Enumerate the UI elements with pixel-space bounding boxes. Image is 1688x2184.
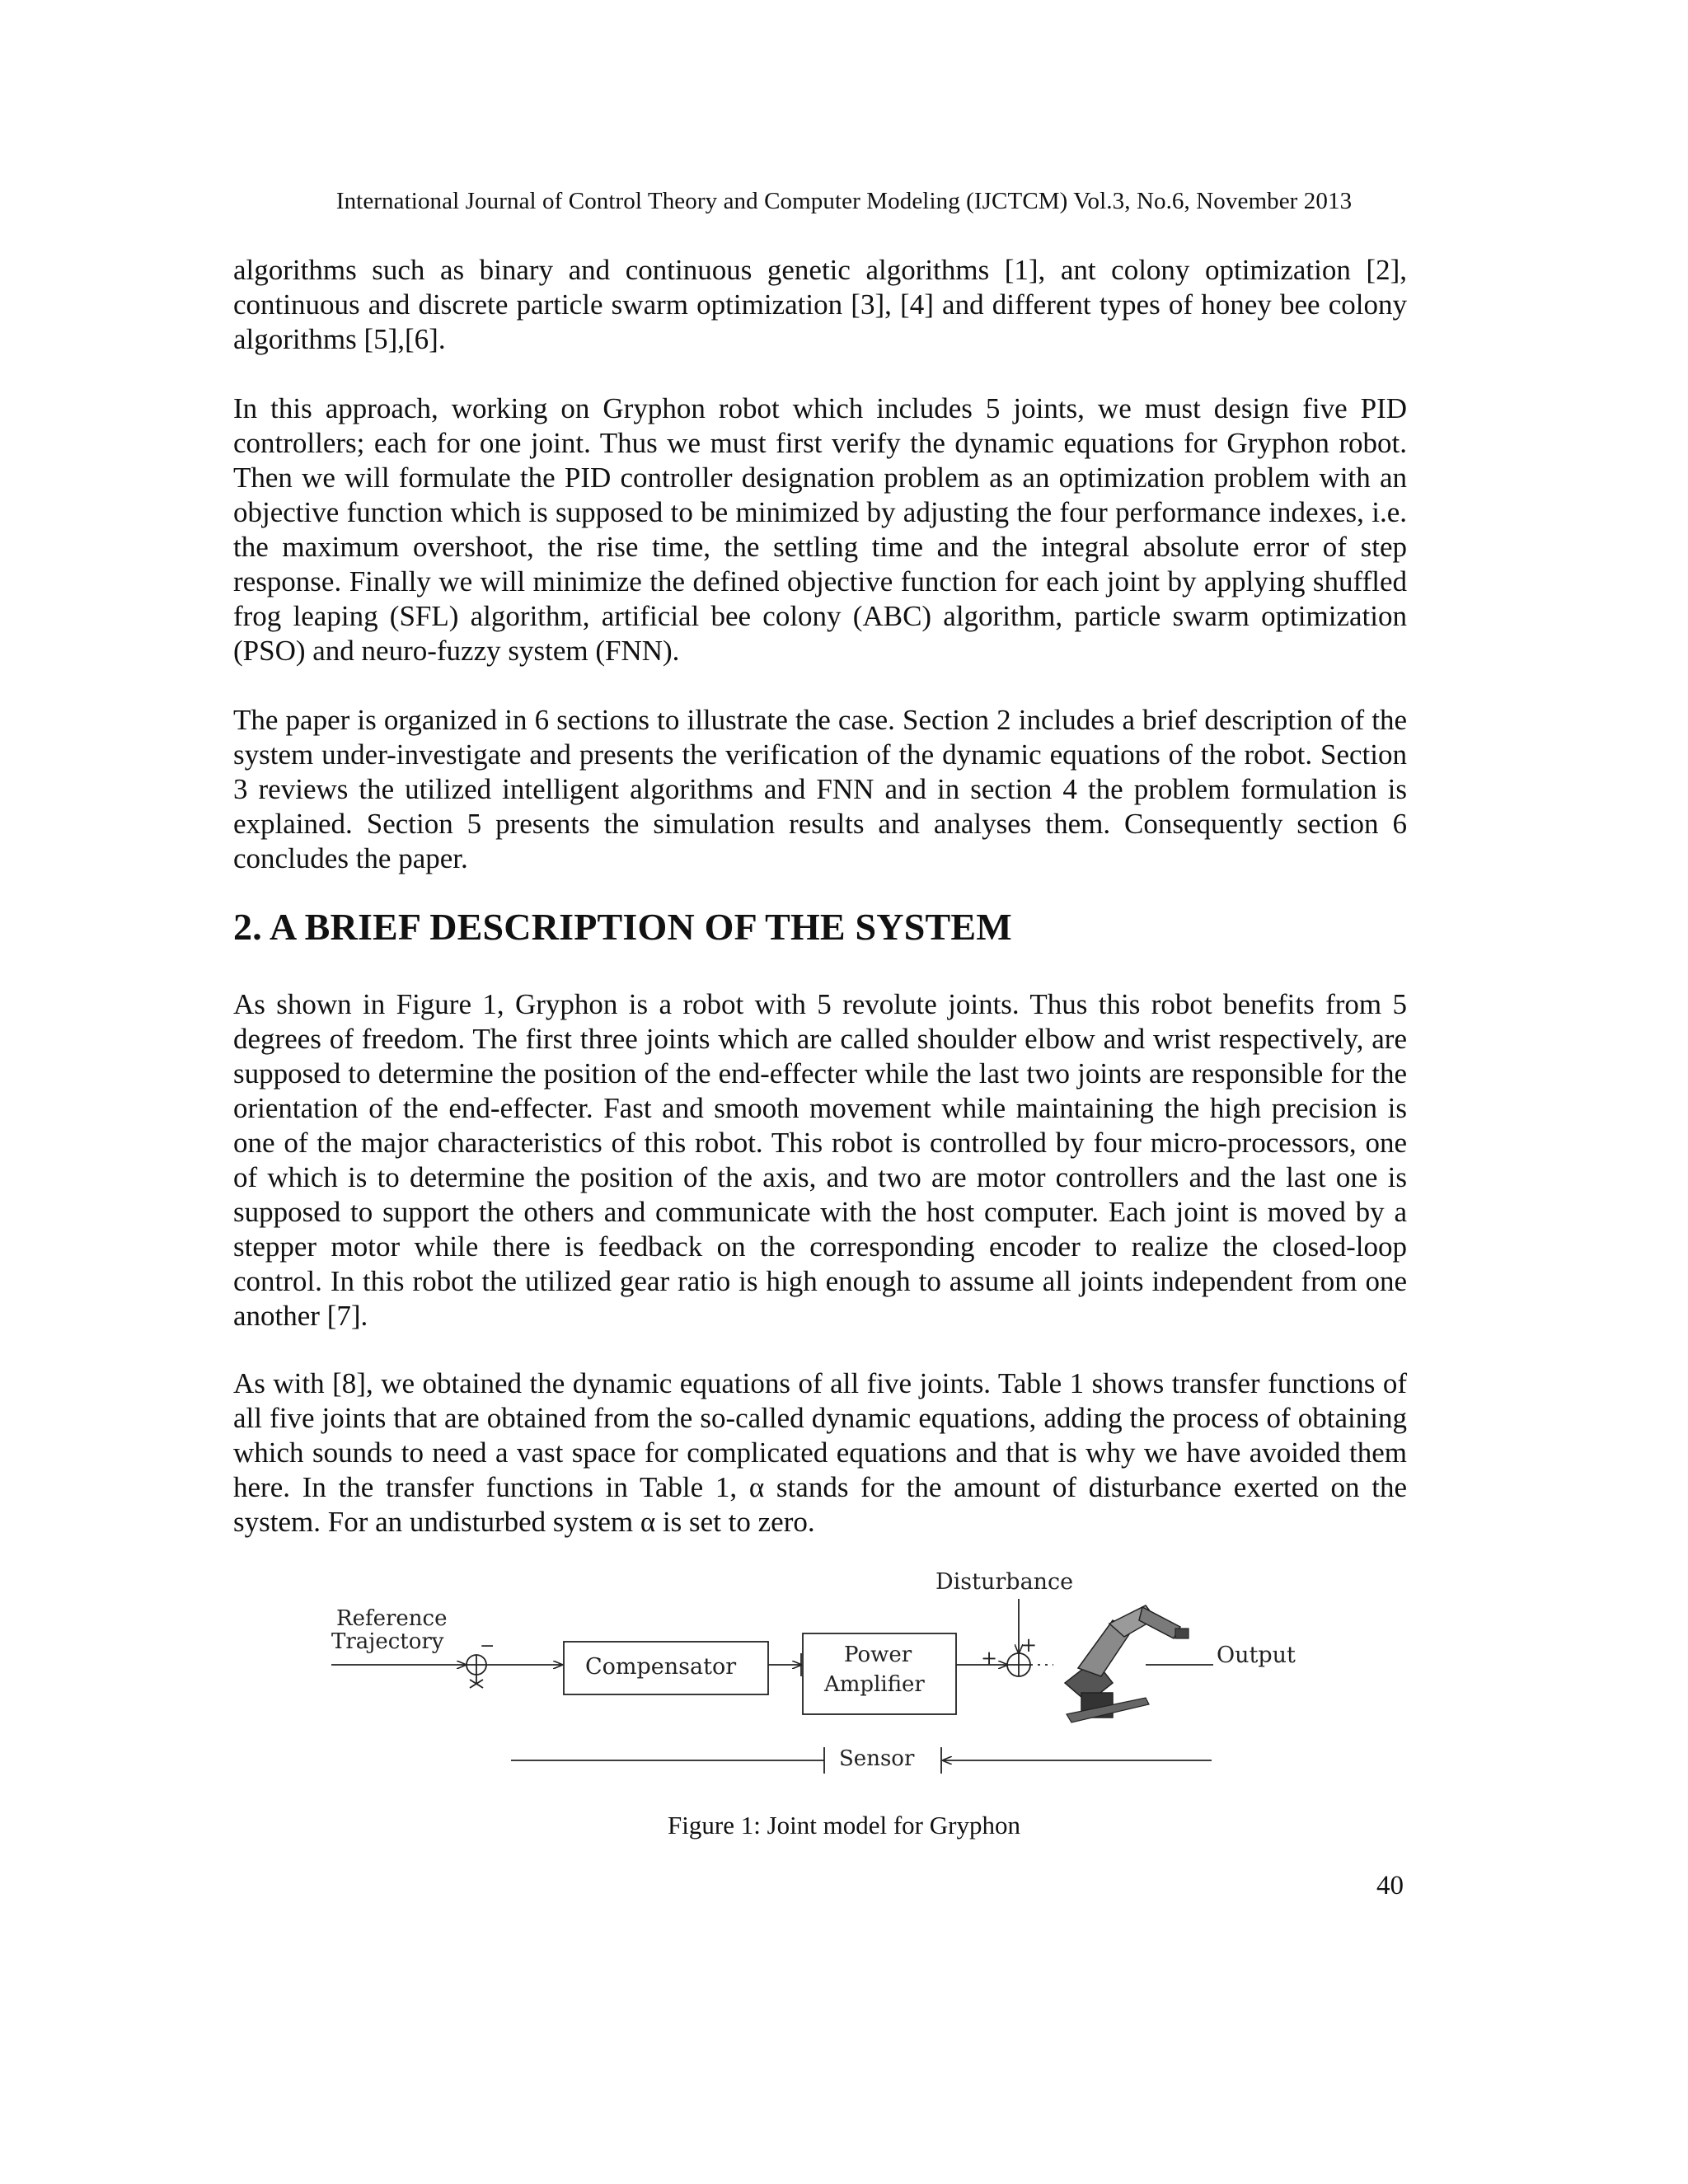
paragraph-system-description: As shown in Figure 1, Gryphon is a robot with 5 revolute joints. Thus this robot benefits from 5 degrees of freedom. The first three joints which are called shoulder elbow and wrist respectively, are supposed to determine the position of the end-effecter while the last two joints are responsible for the orientation of the end-effecter. Fast and smooth movement while maintaining the high precision is one of the major characteristics of this robot. This robot is controlled by four micro-processors, one of which is to determine the position of the axis, and two are motor controllers and the last one is supposed to support the others and communicate with the host computer. Each joint is moved by a stepper motor while there is feedback on the corresponding encoder to realize the closed-loop control. In this robot the utilized gear ratio is high enough to assume all joints independent from one another [7].: [233, 988, 1407, 1332]
label-output: Output: [1217, 1643, 1296, 1668]
joint-model-diagram: [321, 1559, 1335, 1807]
gryphon-robot-icon: [1065, 1605, 1189, 1722]
paragraph-dynamic-equations: As with [8], we obtained the dynamic equations of all five joints. Table 1 shows transfer functions of all five joints that are obtained from the so-called dynamic equations, adding the process of obtaining which sounds to need a vast space for complicated equations and that is why we have avoided them here. In the transfer functions in Table 1, α stands for the amount of disturbance exerted on the system. For an undisturbed system α is set to zero.: [233, 1367, 1407, 1538]
label-plus-top: +: [1020, 1633, 1038, 1657]
label-reference: Reference: [336, 1606, 448, 1631]
label-power: Power: [844, 1643, 912, 1667]
label-disturbance: Disturbance: [935, 1569, 1074, 1595]
label-plus-left: +: [981, 1647, 998, 1670]
label-trajectory: Trajectory: [331, 1629, 444, 1654]
figure-caption: Figure 1: Joint model for Gryphon: [668, 1811, 1020, 1840]
label-compensator: Compensator: [585, 1654, 737, 1680]
page-number: 40: [1376, 1871, 1404, 1900]
label-amplifier: Amplifier: [824, 1672, 925, 1697]
paragraph-intro-continued: algorithms such as binary and continuous genetic algorithms [1], ant colony optimization [2], continuous and discrete particle swarm optimization [3], [4] and different types of honey bee colony algorithms [5],[6].: [233, 254, 1407, 355]
paragraph-approach: In this approach, working on Gryphon robot which includes 5 joints, we must design five PID controllers; each for one joint. Thus we must first verify the dynamic equations for Gryphon robot. Then we will formulate the PID controller designation problem as an optimization problem with an objective function which is supposed to be minimized by adjusting the four performance indexes, i.e. the maximum overshoot, the rise time, the settling time and the integral absolute error of step response. Finally we will minimize the defined objective function for each joint by applying shuffled frog leaping (SFL) algorithm, artificial bee colony (ABC) algorithm, particle swarm optimization (PSO) and neuro-fuzzy system (FNN).: [233, 392, 1407, 667]
label-minus: −: [480, 1636, 495, 1657]
label-sensor: Sensor: [839, 1746, 915, 1771]
paragraph-organization: The paper is organized in 6 sections to illustrate the case. Section 2 includes a brief description of the system under-investigate and presents the verification of the dynamic equations of the robot. Section 3 reviews the utilized intelligent algorithms and FNN and in section 4 the problem formulation is explained. Section 5 presents the simulation results and analyses them. Consequently section 6 concludes the paper.: [233, 704, 1407, 874]
running-header: International Journal of Control Theory and Computer Modeling (IJCTCM) Vol.3, No.6, November 2013: [335, 188, 1353, 214]
section-heading: 2. A BRIEF DESCRIPTION OF THE SYSTEM: [233, 906, 1012, 948]
